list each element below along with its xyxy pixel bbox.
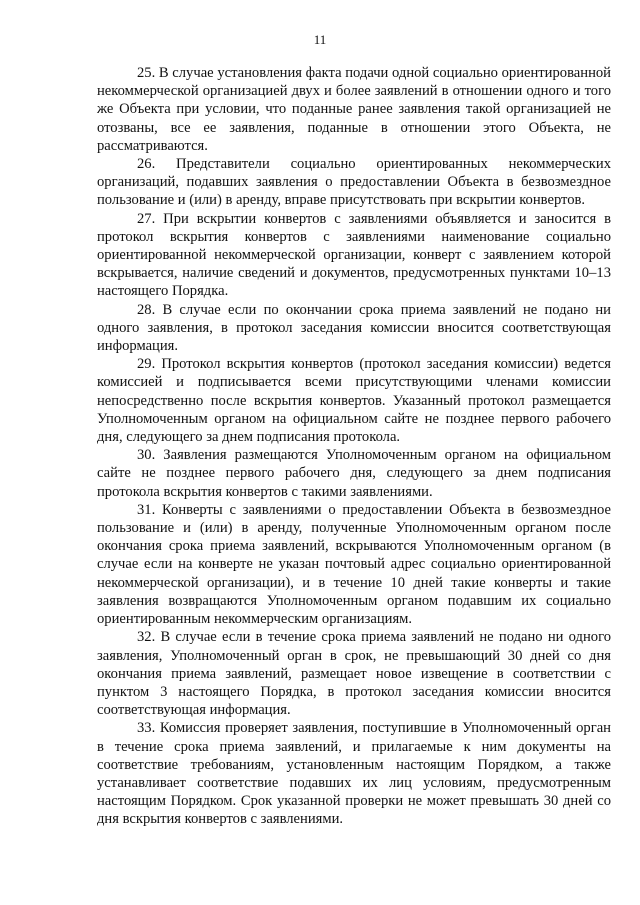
paragraph-27: 27. При вскрытии конвертов с заявлениями объявляется и заносится в протокол вскрытия конвертов с заявлениями наименование социально ориентированной некоммерческой организации, конверт с заявлением которой вскрывается, наличие сведений и документов, предусмотренных пунктами 10–13 настоящего Порядка.: [97, 210, 611, 300]
paragraph-33: 33. Комиссия проверяет заявления, поступившие в Уполномоченный орган в течение срока приема заявлений, и прилагаемые к ним документы на соответствие требованиям, установленным настоящим Порядком, а также устанавливает соответствие подавших их лиц условиям, предусмотренным настоящим Порядком. Срок указанной проверки не может превышать 30 дней со дня вскрытия конвертов с заявлениями.: [97, 720, 611, 828]
paragraph-31: 31. Конверты с заявлениями о предоставлении Объекта в безвозмездное пользование и (или) в аренду, полученные Уполномоченным органом после окончания срока приема заявлений, вскрываются Уполномоченным органом (в случае если на конверте не указан почтовый адрес социально ориентированной некоммерческой организации), и в течение 10 дней такие конверты и такие заявления возвращаются Уполномоченным органом подавшим их социально ориентированным некоммерческим организациям.: [97, 501, 611, 628]
paragraph-29: 29. Протокол вскрытия конвертов (протокол заседания комиссии) ведется комиссией и подписывается всеми присутствующими членами комиссии непосредственно после вскрытия конвертов. Указанный протокол размещается Уполномоченным органом на официальном сайте не позднее первого рабочего дня, следующего за днем подписания протокола.: [97, 356, 611, 446]
paragraph-30: 30. Заявления размещаются Уполномоченным органом на официальном сайте не позднее первого рабочего дня, следующего за днем подписания протокола вскрытия конвертов с такими заявлениями.: [97, 447, 611, 500]
paragraph-32: 32. В случае если в течение срока приема заявлений не подано ни одного заявления, Уполномоченный орган в срок, не превышающий 30 дней со дня окончания приема заявлений, размещает новое извещение в соответствии с пунктом 3 настоящего Порядка, в протокол заседания комиссии вносится соответствующая информация.: [97, 629, 611, 719]
page-number: 11: [313, 32, 327, 47]
paragraph-25: 25. В случае установления факта подачи одной социально ориентированной некоммерческой организацией двух и более заявлений в отношении одного и того же Объекта при условии, что поданные ранее заявления такой организацией не отозваны, все ее заявления, поданные в отношении этого Объекта, не рассматриваются.: [97, 65, 611, 154]
paragraph-26: 26. Представители социально ориентированных некоммерческих организаций, подавших заявления о предоставлении Объекта в безвозмездное пользование и (или) в аренду, вправе присутствовать при вскрытии конвертов.: [97, 156, 611, 209]
paragraph-28: 28. В случае если по окончании срока приема заявлений не подано ни одного заявления, в протокол заседания комиссии вносится соответствующая информация.: [97, 301, 611, 355]
document-body: [97, 64, 611, 829]
